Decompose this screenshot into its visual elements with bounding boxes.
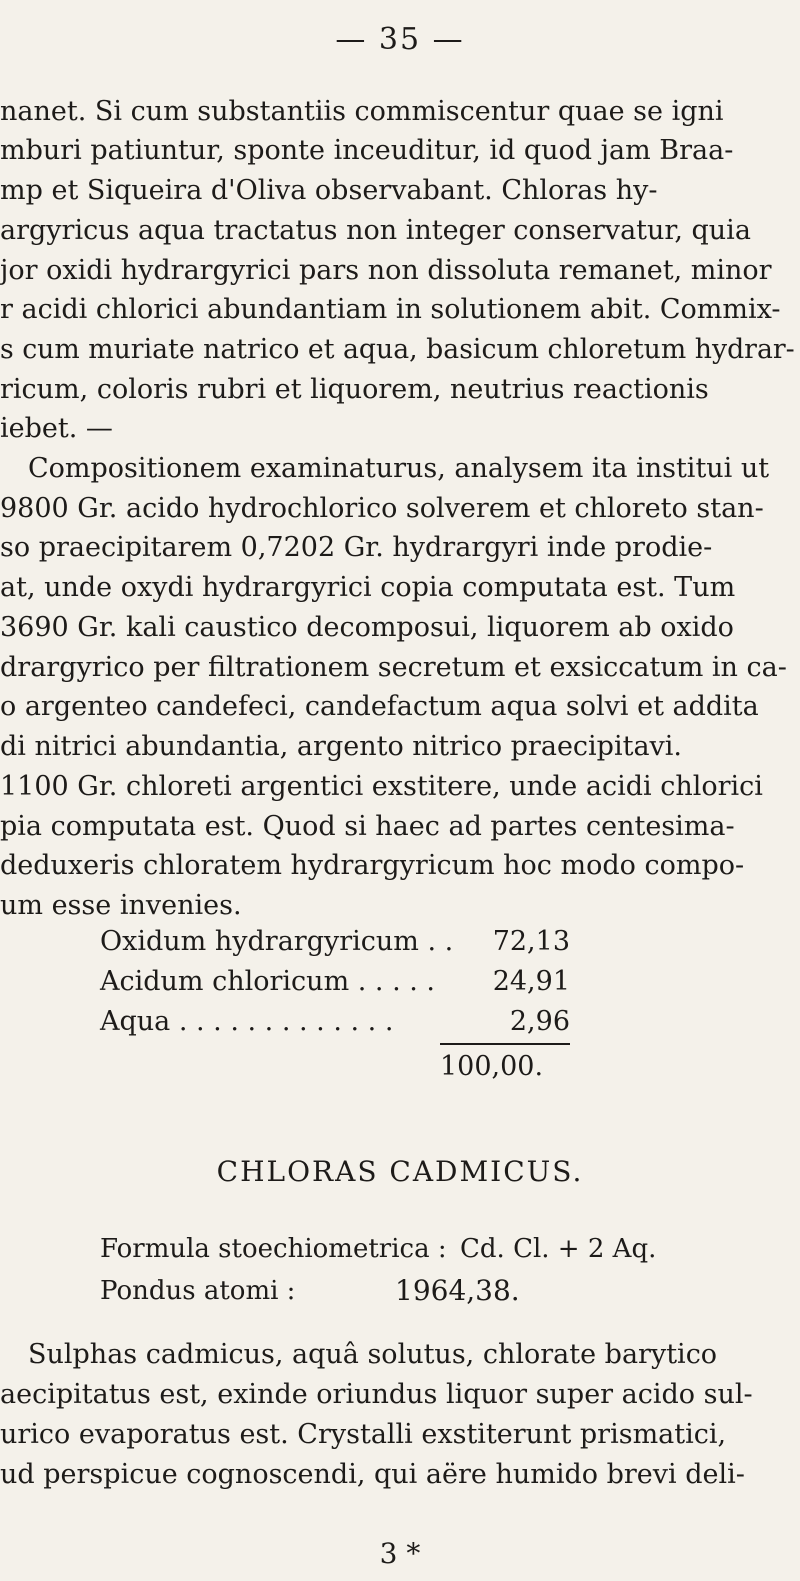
- text-line: nanet. Si cum substantiis commiscentur quae se igni: [0, 96, 724, 127]
- formula-value: Cd. Cl. + 2 Aq.: [460, 1234, 657, 1264]
- component-value: 24,91: [492, 966, 570, 997]
- text-line: argyricus aqua tractatus non integer conservatur, quia: [0, 215, 751, 246]
- atomic-weight-value: 1964,38.: [395, 1274, 520, 1307]
- text-line: ricum, coloris rubri et liquorem, neutrius reactionis: [0, 374, 709, 405]
- component-name: Acidum chloricum . . . . .: [100, 966, 435, 997]
- text-line: r acidi chlorici abundantiam in solutionem abit. Commix-: [0, 294, 781, 325]
- text-line: 3690 Gr. kali caustico decomposui, liquorem ab oxido: [0, 612, 734, 643]
- text-line: deduxeris chloratem hydrargyricum hoc modo compo-: [0, 850, 745, 881]
- text-line: um esse invenies.: [0, 890, 242, 921]
- component-name: Oxidum hydrargyricum . .: [100, 926, 454, 957]
- text-line: drargyrico per filtrationem secretum et exsiccatum in ca-: [0, 652, 787, 683]
- text-line: 9800 Gr. acido hydrochlorico solverem et chloreto stan-: [0, 493, 764, 524]
- text-line: ud perspicue cognoscendi, qui aëre humido brevi deli-: [0, 1459, 745, 1490]
- text-line: mp et Siqueira d'Oliva observabant. Chloras hy-: [0, 175, 658, 206]
- text-line: s cum muriate natrico et aqua, basicum chloretum hydrar-: [0, 334, 795, 365]
- atomic-weight-label: Pondus atomi :: [100, 1276, 296, 1306]
- text-line: so praecipitarem 0,7202 Gr. hydrargyri inde prodie-: [0, 532, 713, 563]
- component-value: 72,13: [492, 926, 570, 957]
- table-row: [100, 965, 570, 999]
- signature-mark: 3 *: [379, 1537, 421, 1570]
- text-line: aecipitatus est, exinde oriundus liquor super acido sul-: [0, 1379, 753, 1410]
- text-line: o argenteo candefeci, candefactum aqua solvi et addita: [0, 691, 759, 722]
- text-line: di nitrici abundantia, argento nitrico praecipitavi.: [0, 731, 683, 762]
- formula-label: Formula stoechiometrica :: [100, 1234, 447, 1264]
- sum-rule: [440, 1043, 570, 1045]
- table-total: [440, 1050, 580, 1084]
- total-value: 100,00.: [440, 1051, 544, 1082]
- text-line: iebet. —: [0, 413, 113, 444]
- text-line: Compositionem examinaturus, analysem ita institui ut: [28, 453, 770, 484]
- text-line: pia computata est. Quod si haec ad partes centesima-: [0, 811, 735, 842]
- text-line: Sulphas cadmicus, aquâ solutus, chlorate barytico: [28, 1339, 718, 1370]
- text-line: jor oxidi hydrargyrici pars non dissoluta remanet, minor: [0, 255, 772, 286]
- section-heading: CHLORAS CADMICUS.: [216, 1155, 584, 1188]
- text-line: 1100 Gr. chloreti argentici exstitere, unde acidi chlorici: [0, 771, 763, 802]
- table-row: [100, 925, 570, 959]
- text-line: at, unde oxydi hydrargyrici copia computata est. Tum: [0, 572, 736, 603]
- text-line: urico evaporatus est. Crystalli exstiterunt prismatici,: [0, 1419, 727, 1450]
- component-name: Aqua . . . . . . . . . . . . .: [100, 1006, 394, 1037]
- table-row: [100, 1005, 570, 1039]
- component-value: 2,96: [509, 1006, 570, 1037]
- text-line: mburi patiuntur, sponte inceuditur, id quod jam Braa-: [0, 135, 734, 166]
- page-number: — 35 —: [335, 22, 465, 57]
